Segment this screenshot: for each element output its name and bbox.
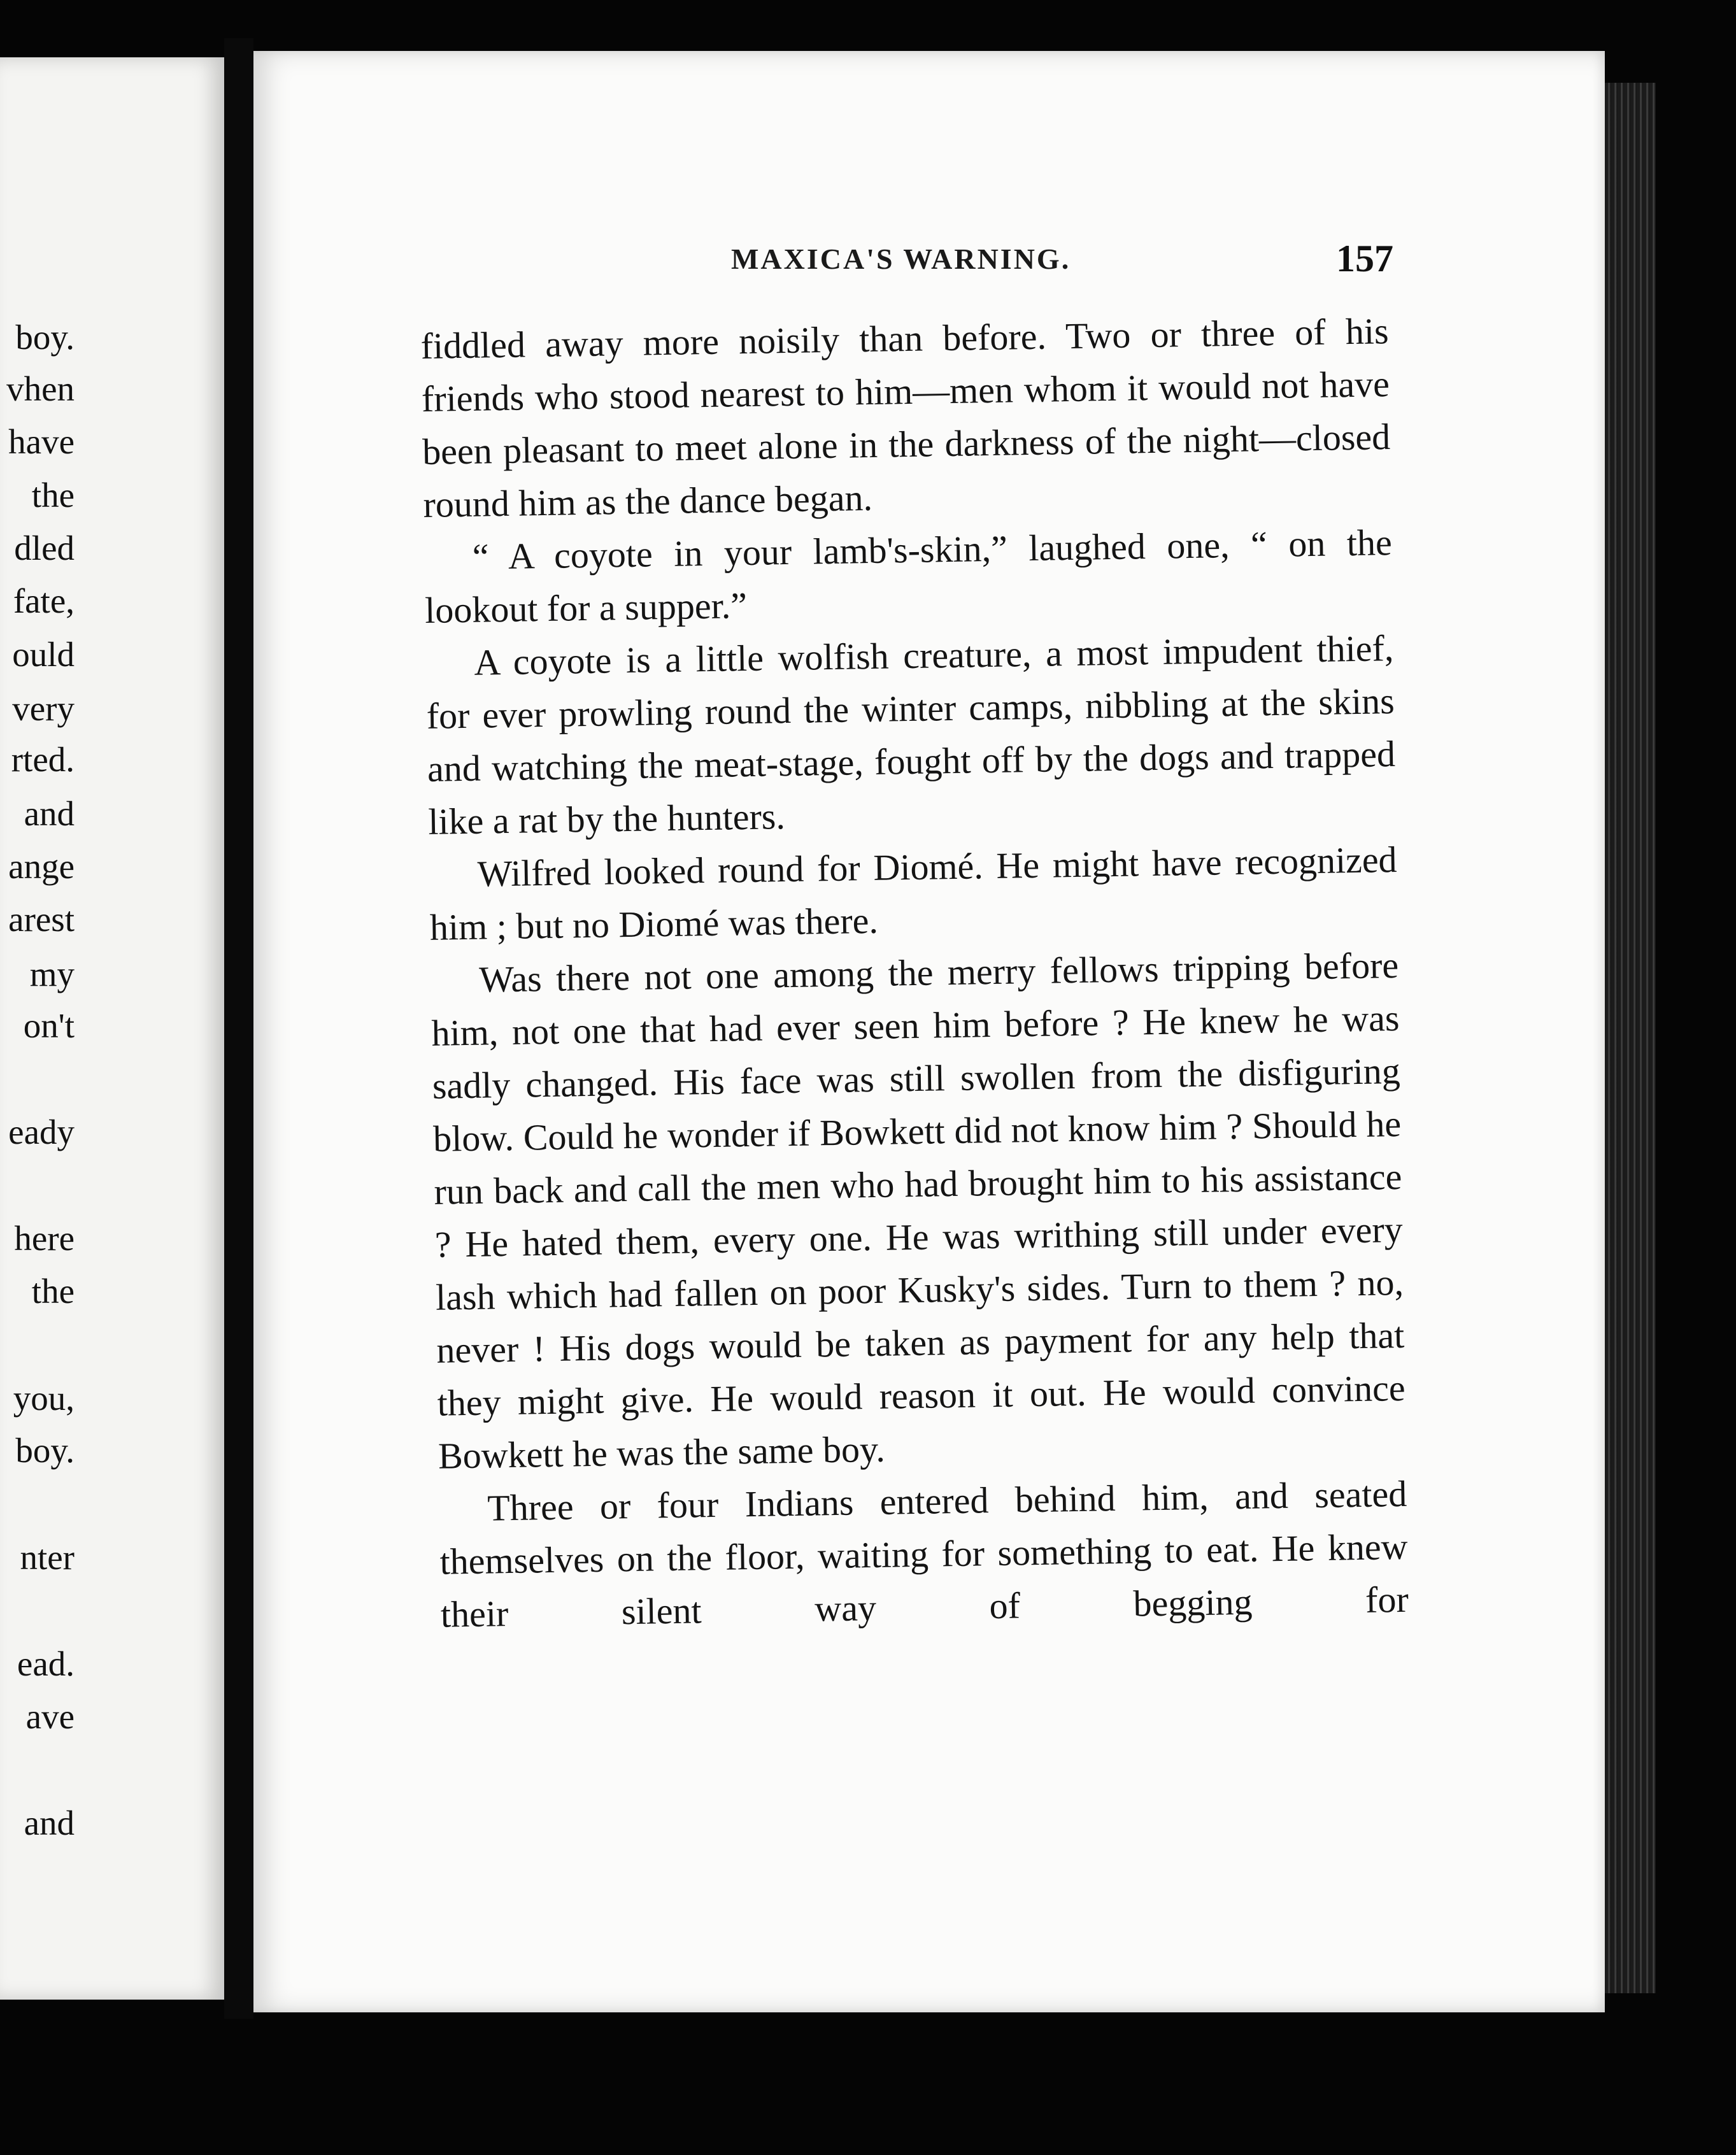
- left-fragment: fate,: [13, 581, 75, 620]
- left-fragment: boy.: [15, 1431, 75, 1470]
- facing-page-fragment: [0, 57, 224, 2000]
- left-fragment: on't: [23, 1006, 75, 1045]
- left-fragment: ave: [25, 1697, 75, 1736]
- left-fragment: boy.: [15, 318, 75, 357]
- paragraph: Three or four Indians entered behind him, and seated themselves on the floor, waiting for something to eat. He knew their silent way of begging for: [439, 1472, 1409, 1635]
- paragraph: “ A coyote in your lamb's-skin,” laughed one, “ on the lookout for a supper.”: [424, 522, 1393, 631]
- left-fragment: eady: [8, 1113, 75, 1151]
- page-edges: [1605, 83, 1656, 1993]
- left-fragment: ead.: [17, 1644, 75, 1683]
- left-fragment: very: [12, 689, 75, 728]
- running-header: [731, 237, 1393, 281]
- left-fragment: the: [31, 476, 75, 515]
- left-fragment: the: [31, 1272, 75, 1311]
- left-fragment: ould: [12, 635, 75, 674]
- left-fragment: dled: [14, 529, 75, 567]
- left-fragment: you,: [13, 1379, 75, 1418]
- left-fragment: and: [24, 1803, 75, 1842]
- paragraph: A coyote is a little wolfish creature, a most impudent thief, for ever prowling round the winter camps, nibbling at the skins and watching the meat-stage, fought off by the dogs and trapped like a rat by the hunters.: [426, 627, 1396, 843]
- paragraph: Wilfred looked round for Diomé. He might have recognized him ; but no Diomé was there.: [429, 839, 1398, 948]
- running-title: MAXICA'S WARNING.: [731, 243, 1071, 275]
- left-fragment: rted.: [11, 740, 75, 779]
- left-fragment: arest: [8, 900, 75, 939]
- paragraph: Was there not one among the merry fellows tripping before him, not one that had ever seen him before ? He knew he was sadly changed. His face was still swollen from the disfiguring blow. Could he wonder if Bowkett did not know him ? Should he run back and call the men who had brought him to his assistance ? He hated them, every one. He was writhing still under every lash which had fallen on poor Kusky's sides. Turn to them ? no, never ! His dogs would be taken as payment for any help that they might give. He would reason it out. He would convince Bowkett he was the same boy.: [431, 944, 1406, 1477]
- body-text: [420, 304, 1413, 1905]
- paragraph: fiddled away more noisily than before. Two or three of his friends who stood nearest to him—men whom it would not have been pleasant to meet alone in the darkness of the night—closed round him as the dance began.: [420, 310, 1391, 525]
- page-number: 157: [1336, 238, 1393, 280]
- left-fragment: vhen: [6, 369, 75, 408]
- left-fragment: here: [14, 1219, 75, 1258]
- left-fragment: ange: [8, 847, 75, 886]
- left-fragment: my: [29, 955, 75, 993]
- left-fragment: nter: [20, 1538, 75, 1577]
- left-fragment: have: [8, 422, 75, 461]
- book-gutter: [224, 38, 253, 2019]
- left-fragment: and: [24, 794, 75, 833]
